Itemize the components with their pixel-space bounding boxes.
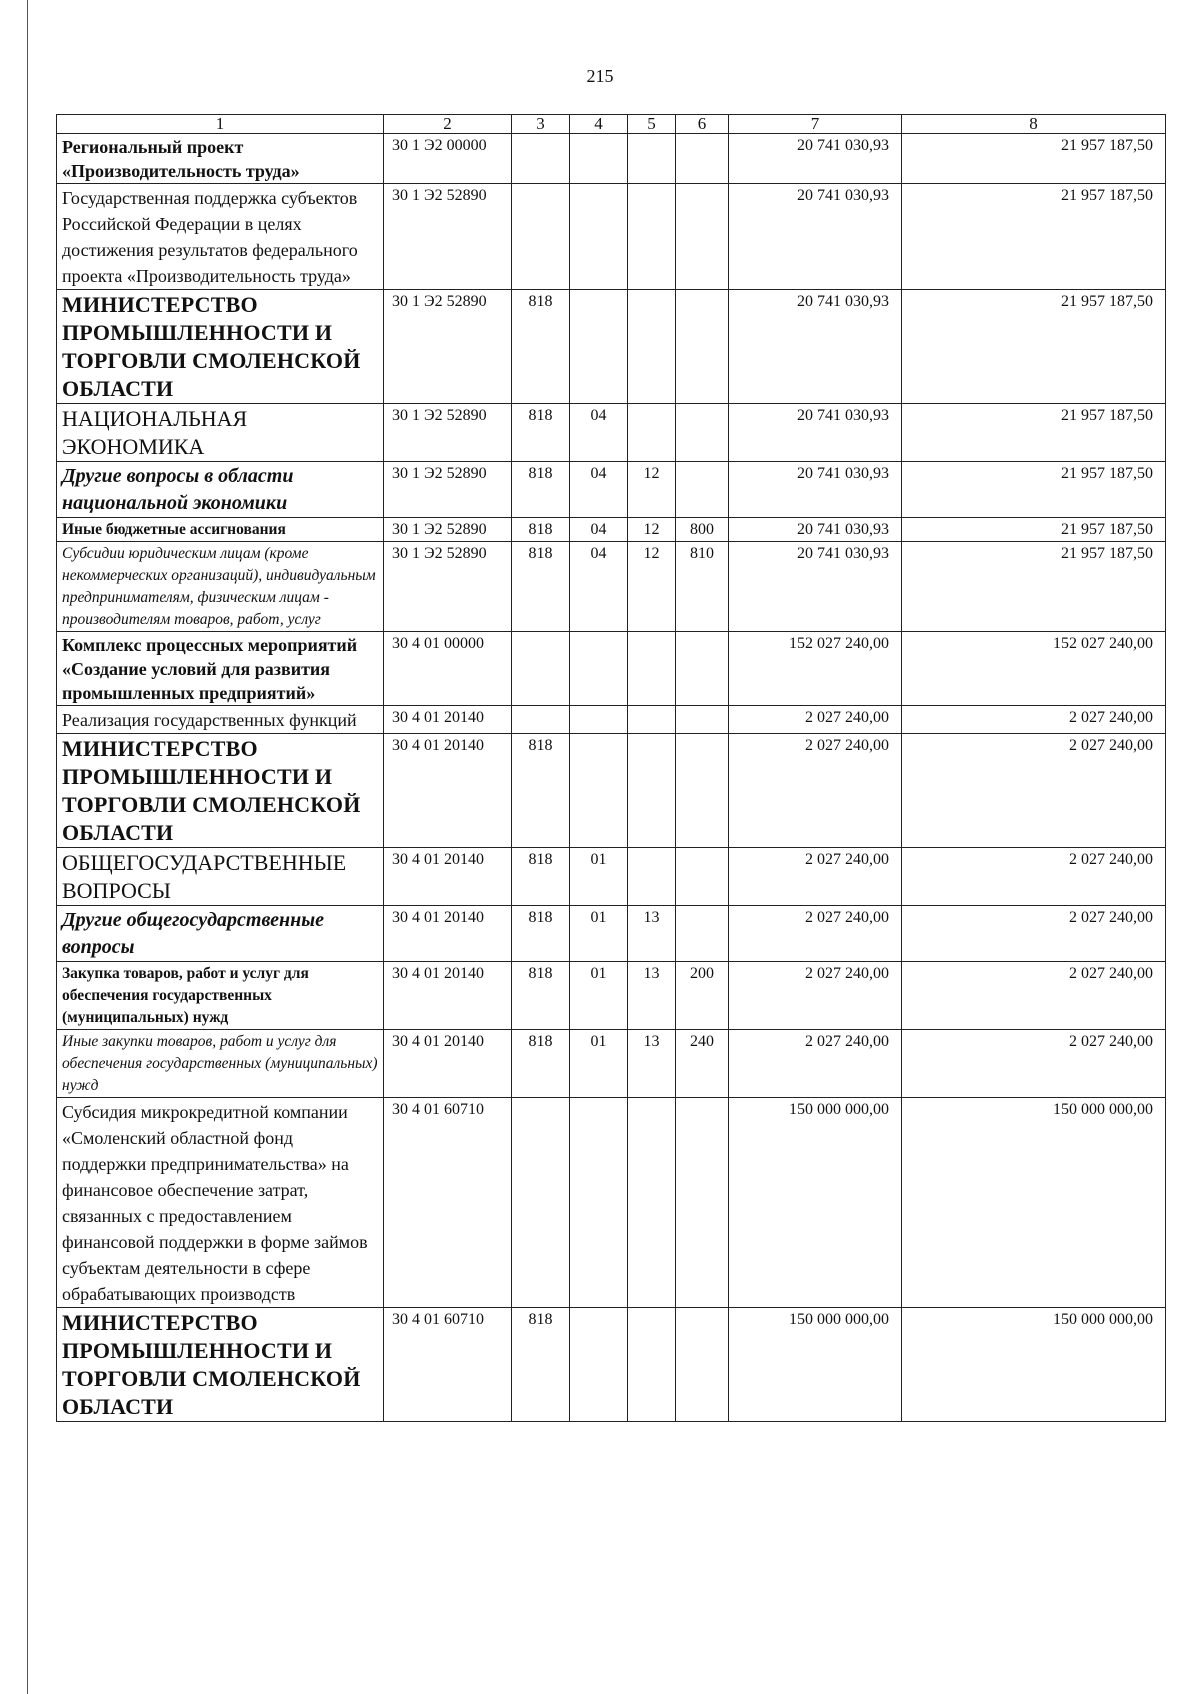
ministry-code-cell: 818 xyxy=(512,962,570,1030)
ministry-code-cell: 818 xyxy=(512,404,570,462)
expense-type-cell xyxy=(676,404,729,462)
ministry-code-cell xyxy=(512,706,570,734)
section-code-cell: 04 xyxy=(570,462,628,518)
row-name-cell: Реализация государственных функций xyxy=(57,706,384,734)
ministry-code-cell: 818 xyxy=(512,848,570,906)
table-row xyxy=(57,462,1166,518)
subsection-code-cell xyxy=(628,848,676,906)
amount-year-2-cell: 21 957 187,50 xyxy=(902,404,1166,462)
subsection-code-cell: 12 xyxy=(628,542,676,632)
section-code-cell: 01 xyxy=(570,962,628,1030)
header-col-7: 7 xyxy=(729,115,902,134)
subsection-code-cell xyxy=(628,706,676,734)
amount-year-2-cell: 21 957 187,50 xyxy=(902,290,1166,404)
amount-year-1-cell: 2 027 240,00 xyxy=(729,734,902,848)
subsection-code-cell: 13 xyxy=(628,1030,676,1098)
row-name-cell: Государственная поддержка субъектов Российской Федерации в целях достижения результатов федерального проекта «Производительность труда» xyxy=(57,184,384,290)
row-name-cell: МИНИСТЕРСТВО ПРОМЫШЛЕННОСТИ И ТОРГОВЛИ СМОЛЕНСКОЙ ОБЛАСТИ xyxy=(57,1308,384,1422)
ministry-code-cell: 818 xyxy=(512,290,570,404)
row-name-cell: НАЦИОНАЛЬНАЯ ЭКОНОМИКА xyxy=(57,404,384,462)
expense-type-cell xyxy=(676,706,729,734)
row-name-cell: Другие общегосударственные вопросы xyxy=(57,906,384,962)
header-col-6: 6 xyxy=(676,115,729,134)
subsection-code-cell xyxy=(628,734,676,848)
amount-year-2-cell: 21 957 187,50 xyxy=(902,134,1166,184)
table-row xyxy=(57,734,1166,848)
ministry-code-cell: 818 xyxy=(512,462,570,518)
target-code-cell: 30 1 Э2 00000 xyxy=(384,134,512,184)
expense-type-cell xyxy=(676,906,729,962)
row-name-cell: Закупка товаров, работ и услуг для обеспечения государственных (муниципальных) нужд xyxy=(57,962,384,1030)
target-code-cell: 30 4 01 20140 xyxy=(384,906,512,962)
table-row xyxy=(57,632,1166,706)
target-code-cell: 30 1 Э2 52890 xyxy=(384,404,512,462)
section-code-cell: 04 xyxy=(570,542,628,632)
subsection-code-cell xyxy=(628,134,676,184)
row-name-cell: Региональный проект «Производительность труда» xyxy=(57,134,384,184)
section-code-cell xyxy=(570,734,628,848)
subsection-code-cell xyxy=(628,1098,676,1308)
expense-type-cell: 810 xyxy=(676,542,729,632)
amount-year-2-cell: 21 957 187,50 xyxy=(902,542,1166,632)
target-code-cell: 30 4 01 60710 xyxy=(384,1308,512,1422)
amount-year-2-cell: 2 027 240,00 xyxy=(902,706,1166,734)
amount-year-1-cell: 20 741 030,93 xyxy=(729,542,902,632)
expense-type-cell: 200 xyxy=(676,962,729,1030)
page-number: 215 xyxy=(586,66,614,86)
table-row xyxy=(57,1030,1166,1098)
amount-year-2-cell: 150 000 000,00 xyxy=(902,1308,1166,1422)
amount-year-2-cell: 21 957 187,50 xyxy=(902,462,1166,518)
subsection-code-cell xyxy=(628,404,676,462)
table-row xyxy=(57,1308,1166,1422)
expense-type-cell xyxy=(676,1308,729,1422)
amount-year-2-cell: 2 027 240,00 xyxy=(902,734,1166,848)
left-margin-line xyxy=(27,0,28,1694)
section-code-cell: 01 xyxy=(570,848,628,906)
expense-type-cell xyxy=(676,734,729,848)
row-name-cell: Иные бюджетные ассигнования xyxy=(57,518,384,542)
amount-year-2-cell: 150 000 000,00 xyxy=(902,1098,1166,1308)
table-row xyxy=(57,962,1166,1030)
amount-year-2-cell: 2 027 240,00 xyxy=(902,1030,1166,1098)
amount-year-1-cell: 2 027 240,00 xyxy=(729,848,902,906)
expense-type-cell: 240 xyxy=(676,1030,729,1098)
target-code-cell: 30 4 01 20140 xyxy=(384,962,512,1030)
section-code-cell xyxy=(570,1098,628,1308)
header-col-3: 3 xyxy=(512,115,570,134)
section-code-cell xyxy=(570,1308,628,1422)
table-row xyxy=(57,848,1166,906)
header-col-8: 8 xyxy=(902,115,1166,134)
ministry-code-cell xyxy=(512,632,570,706)
header-col-2: 2 xyxy=(384,115,512,134)
target-code-cell: 30 1 Э2 52890 xyxy=(384,542,512,632)
target-code-cell: 30 4 01 20140 xyxy=(384,734,512,848)
header-col-1: 1 xyxy=(57,115,384,134)
section-code-cell: 04 xyxy=(570,404,628,462)
budget-table xyxy=(56,114,1166,1422)
table-body xyxy=(57,134,1166,1422)
table-row xyxy=(57,184,1166,290)
row-name-cell: ОБЩЕГОСУДАРСТВЕННЫЕ ВОПРОСЫ xyxy=(57,848,384,906)
ministry-code-cell: 818 xyxy=(512,518,570,542)
target-code-cell: 30 1 Э2 52890 xyxy=(384,518,512,542)
row-name-cell: Субсидии юридическим лицам (кроме некоммерческих организаций), индивидуальным предпринимателям, физическим лицам - производителям товаров, работ, услуг xyxy=(57,542,384,632)
amount-year-1-cell: 20 741 030,93 xyxy=(729,134,902,184)
row-name-cell: Субсидия микрокредитной компании «Смоленский областной фонд поддержки предпринимательства» на финансовое обеспечение затрат, связанных с предоставлением финансовой поддержки в форме займов субъектам деятельности в сфере обрабатывающих производств xyxy=(57,1098,384,1308)
ministry-code-cell: 818 xyxy=(512,1308,570,1422)
section-code-cell: 04 xyxy=(570,518,628,542)
expense-type-cell xyxy=(676,290,729,404)
subsection-code-cell xyxy=(628,184,676,290)
amount-year-1-cell: 2 027 240,00 xyxy=(729,962,902,1030)
amount-year-2-cell: 2 027 240,00 xyxy=(902,906,1166,962)
subsection-code-cell: 12 xyxy=(628,518,676,542)
header-col-5: 5 xyxy=(628,115,676,134)
amount-year-1-cell: 20 741 030,93 xyxy=(729,404,902,462)
amount-year-1-cell: 2 027 240,00 xyxy=(729,1030,902,1098)
amount-year-1-cell: 150 000 000,00 xyxy=(729,1098,902,1308)
target-code-cell: 30 4 01 20140 xyxy=(384,848,512,906)
amount-year-1-cell: 20 741 030,93 xyxy=(729,184,902,290)
target-code-cell: 30 1 Э2 52890 xyxy=(384,184,512,290)
header-row xyxy=(57,115,1166,134)
expense-type-cell xyxy=(676,184,729,290)
target-code-cell: 30 4 01 00000 xyxy=(384,632,512,706)
row-name-cell: Иные закупки товаров, работ и услуг для обеспечения государственных (муниципальных) нужд xyxy=(57,1030,384,1098)
expense-type-cell xyxy=(676,134,729,184)
amount-year-1-cell: 20 741 030,93 xyxy=(729,518,902,542)
ministry-code-cell: 818 xyxy=(512,734,570,848)
row-name-cell: Комплекс процессных мероприятий «Создание условий для развития промышленных предприятий» xyxy=(57,632,384,706)
expense-type-cell xyxy=(676,462,729,518)
amount-year-2-cell: 152 027 240,00 xyxy=(902,632,1166,706)
row-name-cell: Другие вопросы в области национальной экономики xyxy=(57,462,384,518)
target-code-cell: 30 1 Э2 52890 xyxy=(384,290,512,404)
section-code-cell xyxy=(570,706,628,734)
amount-year-1-cell: 20 741 030,93 xyxy=(729,462,902,518)
expense-type-cell xyxy=(676,632,729,706)
subsection-code-cell: 13 xyxy=(628,962,676,1030)
ministry-code-cell: 818 xyxy=(512,1030,570,1098)
header-col-4: 4 xyxy=(570,115,628,134)
ministry-code-cell: 818 xyxy=(512,542,570,632)
ministry-code-cell xyxy=(512,134,570,184)
amount-year-1-cell: 150 000 000,00 xyxy=(729,1308,902,1422)
amount-year-2-cell: 21 957 187,50 xyxy=(902,184,1166,290)
amount-year-1-cell: 2 027 240,00 xyxy=(729,906,902,962)
amount-year-2-cell: 21 957 187,50 xyxy=(902,518,1166,542)
table-row xyxy=(57,290,1166,404)
target-code-cell: 30 4 01 20140 xyxy=(384,706,512,734)
table-row xyxy=(57,542,1166,632)
table-row xyxy=(57,1098,1166,1308)
expense-type-cell xyxy=(676,1098,729,1308)
section-code-cell xyxy=(570,134,628,184)
subsection-code-cell: 13 xyxy=(628,906,676,962)
amount-year-2-cell: 2 027 240,00 xyxy=(902,848,1166,906)
ministry-code-cell xyxy=(512,1098,570,1308)
subsection-code-cell xyxy=(628,1308,676,1422)
amount-year-1-cell: 2 027 240,00 xyxy=(729,706,902,734)
ministry-code-cell: 818 xyxy=(512,906,570,962)
amount-year-1-cell: 152 027 240,00 xyxy=(729,632,902,706)
table-row xyxy=(57,906,1166,962)
section-code-cell: 01 xyxy=(570,1030,628,1098)
ministry-code-cell xyxy=(512,184,570,290)
target-code-cell: 30 4 01 20140 xyxy=(384,1030,512,1098)
table-row xyxy=(57,404,1166,462)
target-code-cell: 30 4 01 60710 xyxy=(384,1098,512,1308)
expense-type-cell xyxy=(676,848,729,906)
subsection-code-cell xyxy=(628,632,676,706)
amount-year-2-cell: 2 027 240,00 xyxy=(902,962,1166,1030)
table-row xyxy=(57,518,1166,542)
expense-type-cell: 800 xyxy=(676,518,729,542)
section-code-cell xyxy=(570,290,628,404)
amount-year-1-cell: 20 741 030,93 xyxy=(729,290,902,404)
row-name-cell: МИНИСТЕРСТВО ПРОМЫШЛЕННОСТИ И ТОРГОВЛИ СМОЛЕНСКОЙ ОБЛАСТИ xyxy=(57,290,384,404)
table-row xyxy=(57,706,1166,734)
subsection-code-cell xyxy=(628,290,676,404)
subsection-code-cell: 12 xyxy=(628,462,676,518)
section-code-cell: 01 xyxy=(570,906,628,962)
row-name-cell: МИНИСТЕРСТВО ПРОМЫШЛЕННОСТИ И ТОРГОВЛИ СМОЛЕНСКОЙ ОБЛАСТИ xyxy=(57,734,384,848)
target-code-cell: 30 1 Э2 52890 xyxy=(384,462,512,518)
section-code-cell xyxy=(570,632,628,706)
section-code-cell xyxy=(570,184,628,290)
table-row xyxy=(57,134,1166,184)
